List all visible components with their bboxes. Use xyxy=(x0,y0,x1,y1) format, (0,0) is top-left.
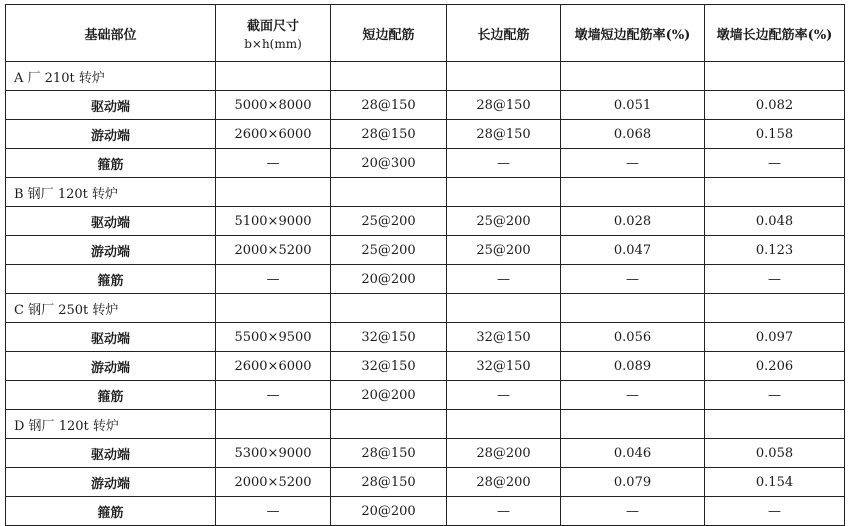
size-cell: 2000×5200 xyxy=(216,236,331,265)
short-rebar-cell: 25@200 xyxy=(331,236,447,265)
long-ratio-cell: — xyxy=(705,265,845,294)
group-header-row xyxy=(6,410,845,439)
empty-cell xyxy=(331,178,447,207)
table-row xyxy=(6,468,845,497)
long-rebar-cell: 28@200 xyxy=(447,439,561,468)
size-cell: 5000×8000 xyxy=(216,91,331,120)
long-ratio-cell: 0.158 xyxy=(705,120,845,149)
size-cell: 5500×9500 xyxy=(216,323,331,352)
long-rebar-cell: — xyxy=(447,265,561,294)
part-cell: 箍筋 xyxy=(6,381,216,410)
long-rebar-cell: 28@200 xyxy=(447,468,561,497)
short-ratio-cell: 0.079 xyxy=(561,468,705,497)
empty-cell xyxy=(705,294,845,323)
long-rebar-cell: 32@150 xyxy=(447,352,561,381)
part-cell: 驱动端 xyxy=(6,91,216,120)
group-title: D 钢厂 120t 转炉 xyxy=(6,410,216,439)
short-ratio-cell: 0.068 xyxy=(561,120,705,149)
short-rebar-cell: 28@150 xyxy=(331,120,447,149)
table-row xyxy=(6,439,845,468)
header-long-side-ratio: 墩墙长边配筋率(%) xyxy=(705,5,845,62)
long-rebar-cell: 25@200 xyxy=(447,207,561,236)
short-ratio-cell: 0.089 xyxy=(561,352,705,381)
long-rebar-cell: 32@150 xyxy=(447,323,561,352)
reinforcement-table xyxy=(5,4,845,526)
empty-cell xyxy=(216,294,331,323)
long-ratio-cell: — xyxy=(705,149,845,178)
table-row xyxy=(6,207,845,236)
group-title: A 厂 210t 转炉 xyxy=(6,62,216,91)
size-cell: — xyxy=(216,149,331,178)
long-ratio-cell: 0.097 xyxy=(705,323,845,352)
empty-cell xyxy=(447,294,561,323)
short-rebar-cell: 28@150 xyxy=(331,91,447,120)
long-rebar-cell: — xyxy=(447,497,561,526)
part-cell: 箍筋 xyxy=(6,265,216,294)
table-row xyxy=(6,120,845,149)
table-row xyxy=(6,91,845,120)
long-ratio-cell: — xyxy=(705,381,845,410)
short-rebar-cell: 20@200 xyxy=(331,497,447,526)
short-ratio-cell: 0.047 xyxy=(561,236,705,265)
empty-cell xyxy=(216,410,331,439)
long-ratio-cell: 0.206 xyxy=(705,352,845,381)
empty-cell xyxy=(331,410,447,439)
part-cell: 游动端 xyxy=(6,352,216,381)
table-row xyxy=(6,497,845,526)
empty-cell xyxy=(331,62,447,91)
group-header-row xyxy=(6,178,845,207)
size-cell: 2000×5200 xyxy=(216,468,331,497)
short-ratio-cell: — xyxy=(561,381,705,410)
short-rebar-cell: 32@150 xyxy=(331,323,447,352)
short-ratio-cell: 0.046 xyxy=(561,439,705,468)
short-ratio-cell: — xyxy=(561,497,705,526)
short-ratio-cell: 0.051 xyxy=(561,91,705,120)
empty-cell xyxy=(447,410,561,439)
empty-cell xyxy=(561,178,705,207)
table-row xyxy=(6,323,845,352)
short-rebar-cell: 20@300 xyxy=(331,149,447,178)
long-ratio-cell: 0.154 xyxy=(705,468,845,497)
long-rebar-cell: 28@150 xyxy=(447,91,561,120)
size-cell: 5300×9000 xyxy=(216,439,331,468)
long-ratio-cell: 0.048 xyxy=(705,207,845,236)
empty-cell xyxy=(447,62,561,91)
size-cell: 2600×6000 xyxy=(216,120,331,149)
size-cell: — xyxy=(216,265,331,294)
empty-cell xyxy=(331,294,447,323)
header-foundation-part: 基础部位 xyxy=(6,5,216,62)
table-body xyxy=(6,62,845,526)
empty-cell xyxy=(561,294,705,323)
part-cell: 游动端 xyxy=(6,468,216,497)
part-cell: 游动端 xyxy=(6,120,216,149)
group-title: C 钢厂 250t 转炉 xyxy=(6,294,216,323)
short-rebar-cell: 25@200 xyxy=(331,207,447,236)
table-row xyxy=(6,236,845,265)
group-title: B 钢厂 120t 转炉 xyxy=(6,178,216,207)
empty-cell xyxy=(705,62,845,91)
empty-cell xyxy=(561,410,705,439)
table-row xyxy=(6,149,845,178)
part-cell: 驱动端 xyxy=(6,323,216,352)
long-ratio-cell: — xyxy=(705,497,845,526)
header-section-size: 截面尺寸 b×h(mm) xyxy=(216,5,331,62)
empty-cell xyxy=(561,62,705,91)
short-ratio-cell: 0.028 xyxy=(561,207,705,236)
size-cell: — xyxy=(216,497,331,526)
part-cell: 驱动端 xyxy=(6,207,216,236)
group-header-row xyxy=(6,62,845,91)
part-cell: 箍筋 xyxy=(6,497,216,526)
size-cell: 5100×9000 xyxy=(216,207,331,236)
table-row xyxy=(6,381,845,410)
long-ratio-cell: 0.123 xyxy=(705,236,845,265)
short-ratio-cell: — xyxy=(561,265,705,294)
long-ratio-cell: 0.082 xyxy=(705,91,845,120)
size-cell: — xyxy=(216,381,331,410)
long-ratio-cell: 0.058 xyxy=(705,439,845,468)
size-cell: 2600×6000 xyxy=(216,352,331,381)
short-rebar-cell: 20@200 xyxy=(331,381,447,410)
short-rebar-cell: 28@150 xyxy=(331,468,447,497)
empty-cell xyxy=(216,62,331,91)
short-rebar-cell: 32@150 xyxy=(331,352,447,381)
empty-cell xyxy=(447,178,561,207)
short-rebar-cell: 28@150 xyxy=(331,439,447,468)
group-header-row xyxy=(6,294,845,323)
header-short-side-rebar: 短边配筋 xyxy=(331,5,447,62)
short-rebar-cell: 20@200 xyxy=(331,265,447,294)
part-cell: 游动端 xyxy=(6,236,216,265)
long-rebar-cell: 28@150 xyxy=(447,120,561,149)
long-rebar-cell: — xyxy=(447,149,561,178)
short-ratio-cell: — xyxy=(561,149,705,178)
empty-cell xyxy=(705,410,845,439)
long-rebar-cell: 25@200 xyxy=(447,236,561,265)
table-row xyxy=(6,352,845,381)
header-row xyxy=(6,5,845,62)
header-section-size-unit: b×h(mm) xyxy=(244,37,302,51)
header-short-side-ratio: 墩墙短边配筋率(%) xyxy=(561,5,705,62)
part-cell: 驱动端 xyxy=(6,439,216,468)
part-cell: 箍筋 xyxy=(6,149,216,178)
short-ratio-cell: 0.056 xyxy=(561,323,705,352)
empty-cell xyxy=(705,178,845,207)
header-long-side-rebar: 长边配筋 xyxy=(447,5,561,62)
empty-cell xyxy=(216,178,331,207)
table-row xyxy=(6,265,845,294)
long-rebar-cell: — xyxy=(447,381,561,410)
